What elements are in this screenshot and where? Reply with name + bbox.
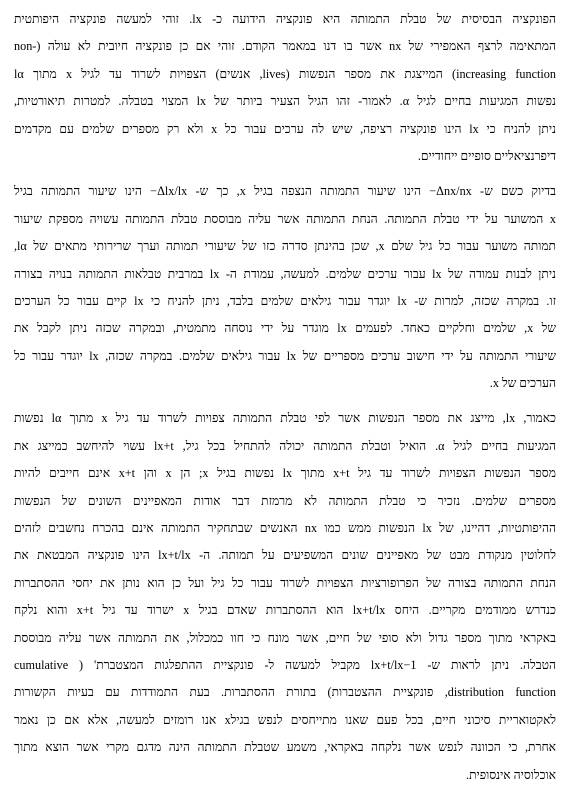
text-line: לחלוטין מנקודת מבט של מאפיינים שונים המשפיעים על תמותה. ה- lx+t/lx הינו פונקציה המבטאת את xyxy=(14,548,556,563)
text-line: כנדרש ממודמים מקריים. היחס lx+t/lx הוא ההסתברות שאדם בגיל x ישרוד עד גיל x+t והוא נלקח xyxy=(14,603,556,618)
paragraph-mortality-rate xyxy=(14,178,556,397)
text-line: הנחת התמותה בצורה של הפרופורציות הצפויות לשרוד עבור כל גיל ועל כן הוא נותן את יחסי ההסתברות xyxy=(14,575,556,590)
text-line: באקראי מתוך מספר גדול ולא סופי של חיים, אשר מונח כי חוו כמכלול, את התמותה אשר עליה מבוססת xyxy=(14,630,556,645)
paragraph-lx-definition xyxy=(14,6,556,170)
text-line: ניתן להניח כי lx הינו פונקציה רציפה, שיש לה ערכים עבור כל x ולא רק מספרים שלמים עם מקדמים xyxy=(14,121,556,136)
text-line: המגיעות בחיים לגיל α. הואיל וטבלת התמותה יכולה להתחיל בכל גיל, lx+t עשוי להיחשב כמייצג את xyxy=(14,438,556,453)
text-line: נפשות המגיעות בחיים לגיל α. לאמור- זהו הגיל הצעיר ביותר של lx המצוי בטבלה. למטרות תיאורטיות, xyxy=(14,94,556,109)
text-line: ההיפותטיות, דהיינו, של lx הנפשות ממש כמו nx האנשים שבתחקיר התמותה אינם בהכרח נחשבים לזהים xyxy=(14,521,556,536)
text-line: דיפרנציאליים סופיים ייחודיים. xyxy=(417,148,556,163)
text-line: תמותה משוער עבור כל גיל שלם x, שכן בהינתן סדרה כזו של שיעורי תמותה וערך שרירותי מתאים של lα, xyxy=(14,239,556,254)
paragraph-survival-probability xyxy=(14,405,556,788)
text-line: זו. במקרה שכזה, למרות ש- lx יוגדר עבור גילאים שלמים בלבד, ניתן להניח כי lx קיים עבור כל הערכים xyxy=(14,293,556,308)
text-line: הטבלה. ניתן לראות ש- 1−lx+t/lx מקביל למעשה ל- פונקציית ההתפלגות המצטברת' ( cumulative xyxy=(14,657,556,672)
text-line: המתאימה לרצף האמפירי של nx אשר בו דנו במאמר הקודם. זוהי אם כן פונקציה חיובית לא עולה (-non xyxy=(14,39,556,54)
text-line: של x, שלמים וחלקיים כאחד. לפעמים lx מוגדר על ידי נוסחה מתמטית, ובמקרה שכזה ניתן לקבל את xyxy=(14,321,556,336)
text-line: אחרת, כי הכוונה לנפש אשר נלקחה באקראי, משמע שטבלת התמותה הינה מדגם מקרי אשר הוצא מתוך xyxy=(14,740,556,755)
text-line: אוכלוסיה אינסופית. xyxy=(466,767,556,782)
text-line: שיעורי התמותה על ידי חישוב ערכים מספריים של lx עבור גילאים שלמים. במקרה שכזה, lx יוגדר עבור כל xyxy=(14,348,556,363)
text-line: ניתן לבנות עמודה של lx עבור ערכים שלמים. למעשה, עמודת ה- lx במרבית טבלאות התמותה בנויה בצורה xyxy=(14,266,556,281)
text-line: x המשוער על ידי טבלת התמותה. הנחת התמותה אשר עליה מבוססת טבלת התמותה עשויה מספקת שיעור xyxy=(14,211,556,226)
text-line: מספר הנפשות הצפויות לשרוד עד גיל x+t מתוך lx נפשות בגיל x; הן x והן x+t אינם חייבים להיות xyxy=(14,466,556,481)
text-line: הערכים של x. xyxy=(489,376,556,391)
text-line: הפונקציה הבסיסית של טבלת התמותה היא פונקציה הידועה כ- lx. זוהי למעשה פונקציה היפותטית xyxy=(14,12,556,26)
text-line: לאקטואריית סיכוני חיים, בכל פעם שאנו מתייחסים לנפש בגילx אנו רומזים למעשה, אלא אם כן נאמר xyxy=(14,712,556,727)
text-line: distribution function, פונקציית ההצטברות) בתורת ההסתברות. בעת התמודדות עם בעיות הקשורות xyxy=(14,685,556,700)
text-line: כאמור, lx, מייצג את מספר הנפשות אשר לפי טבלת התמותה צפויות לשרוד עד גיל x מתוך lα נפשות xyxy=(14,411,556,426)
text-line: מספרים שלמים. נזכיר כי טבלת התמותה לא מרמזת דבר אודות המאפיינים השונים של הנפשות xyxy=(14,493,556,508)
text-line: increasing function) המייצגת את מספר הנפשות (lives, אנשים) הצפויות לשרוד עד לגיל x מתוך lα xyxy=(14,66,556,81)
text-line: בדיוק כשם ש- Δnx/nx− הינו שיעור התמותה הנצפה בגיל x, כך ש- Δlx/lx− הינו שיעור התמותה בגיל xyxy=(14,184,556,199)
